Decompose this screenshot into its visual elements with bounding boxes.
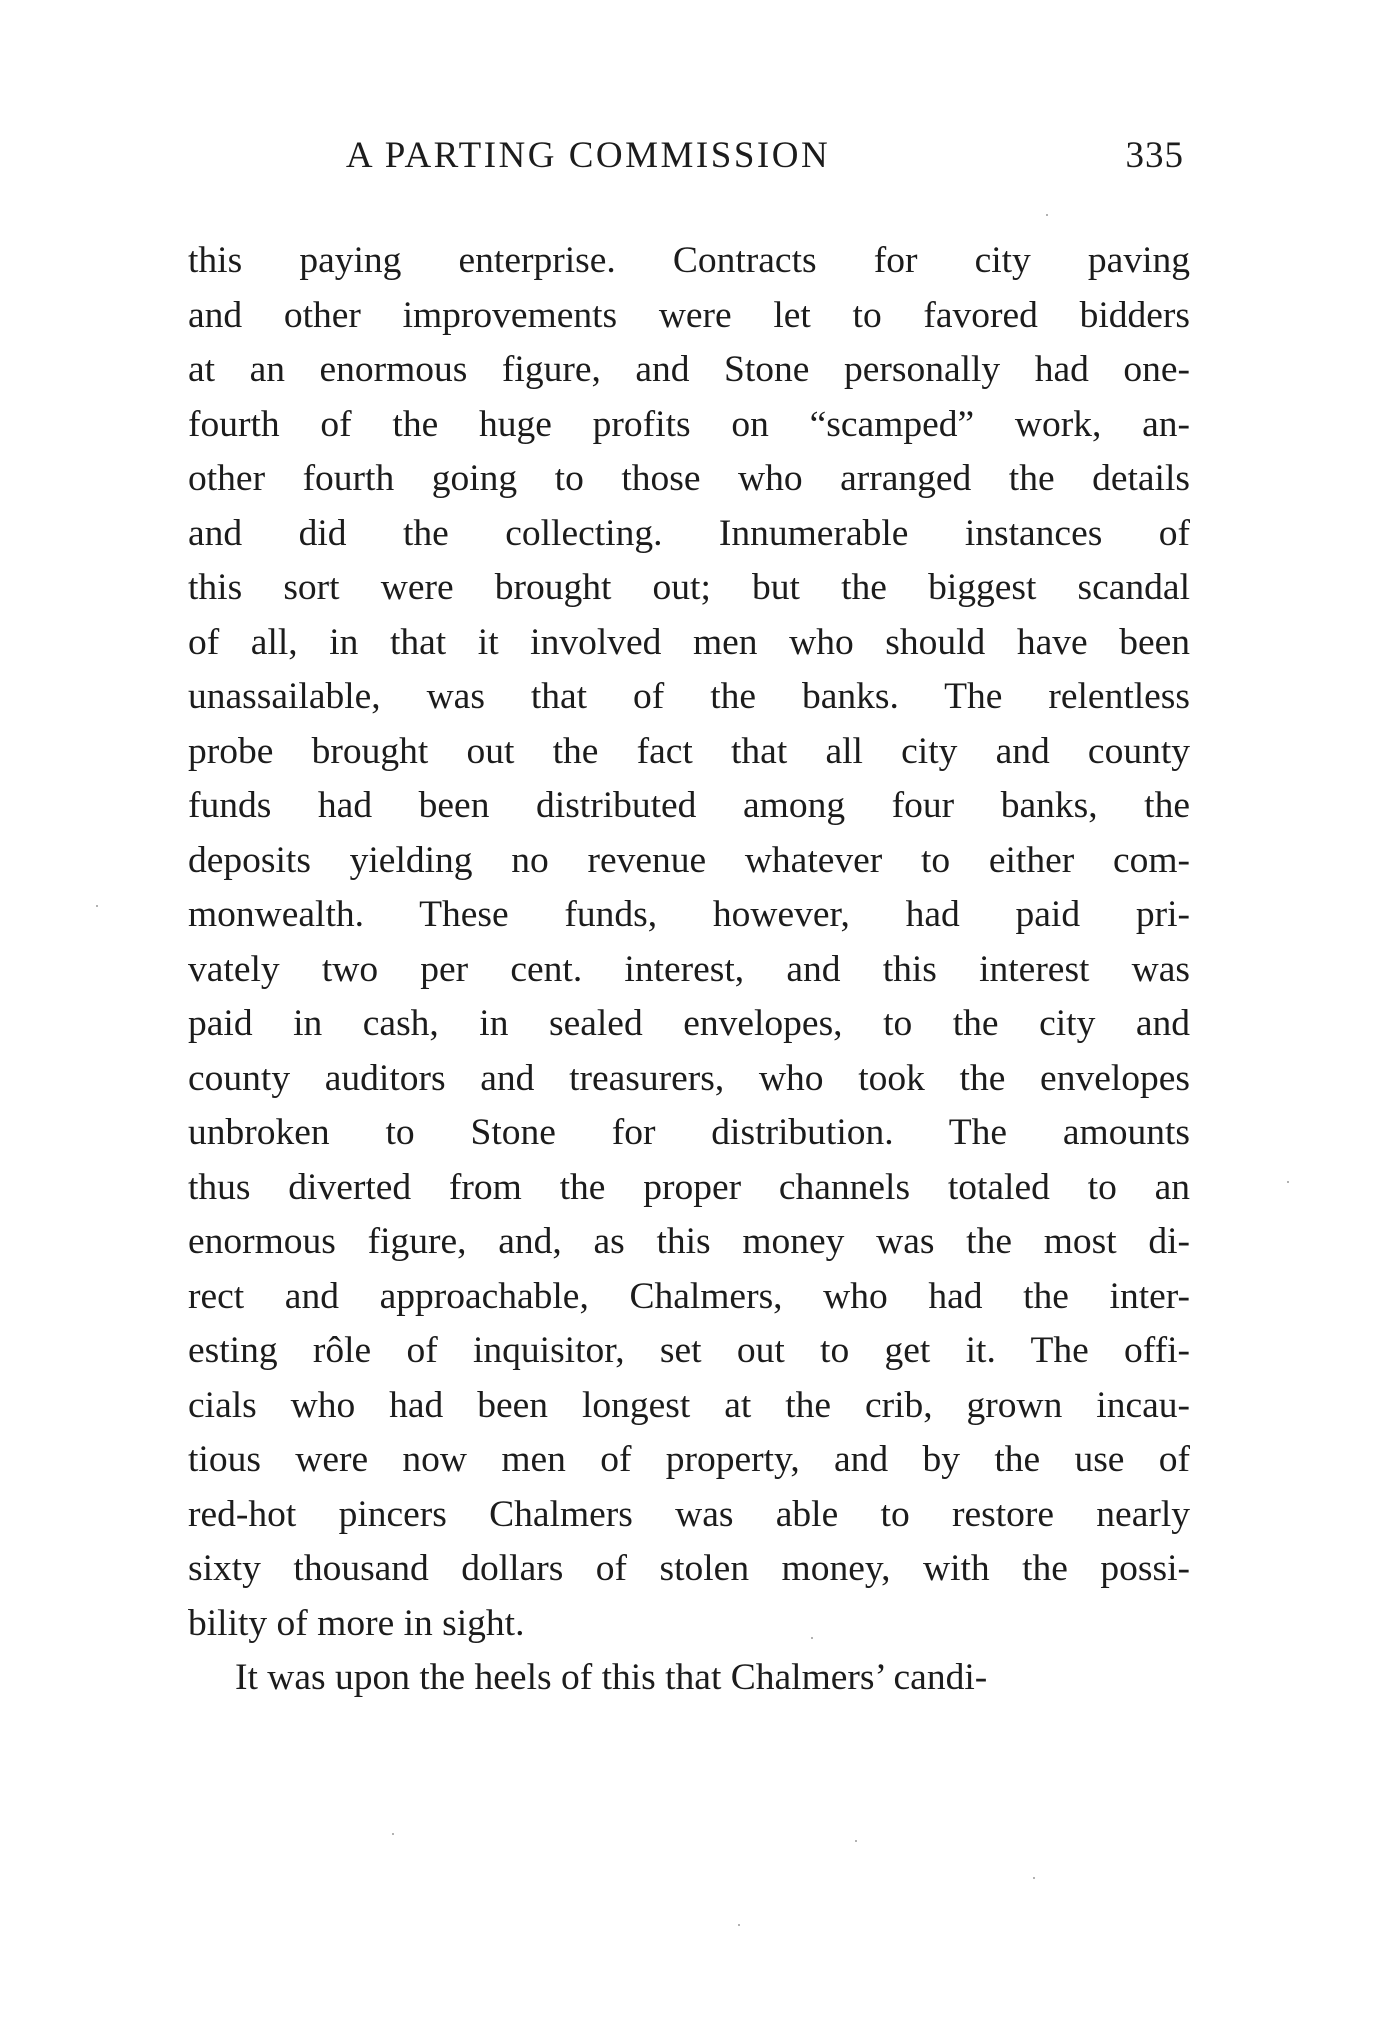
text-line: paid in cash, in sealed envelopes, to the city and — [188, 1003, 1190, 1044]
text-line: at an enormous figure, and Stone personally had one- — [188, 349, 1190, 390]
text-line: vately two per cent. interest, and this interest was — [188, 948, 1190, 990]
text-line: deposits yielding no revenue whatever to either com- — [188, 839, 1190, 881]
page-number: 335 — [1125, 135, 1184, 176]
scan-speck — [855, 1840, 857, 1842]
text-line: of all, in that it involved men who should have been — [188, 621, 1190, 663]
scan-speck — [96, 905, 98, 907]
scan-speck — [1046, 214, 1048, 216]
text-line: red-hot pincers Chalmers was able to restore nearly — [188, 1493, 1190, 1535]
paragraph-start-line: It was upon the heels of this that Chalmers’ candi- — [235, 1657, 988, 1698]
running-title: A PARTING COMMISSION — [345, 135, 831, 176]
scan-speck — [1287, 1181, 1289, 1183]
text-line: county auditors and treasurers, who took the envelopes — [188, 1057, 1190, 1099]
scan-speck — [811, 1637, 813, 1639]
text-line: probe brought out the fact that all city and county — [188, 730, 1190, 772]
text-line: this sort were brought out; but the biggest scandal — [188, 567, 1190, 608]
text-line: unbroken to Stone for distribution. The amounts — [188, 1112, 1190, 1153]
text-line: sixty thousand dollars of stolen money, with the possi- — [188, 1548, 1190, 1589]
text-line: and did the collecting. Innumerable instances of — [188, 512, 1190, 554]
scan-speck — [392, 1833, 394, 1835]
text-line: fourth of the huge profits on “scamped” work, an- — [188, 403, 1190, 445]
text-line: enormous figure, and, as this money was the most di- — [188, 1221, 1190, 1262]
paragraph-end-line: bility of more in sight. — [188, 1602, 525, 1644]
running-head — [188, 131, 1190, 181]
text-line: unassailable, was that of the banks. The relentless — [188, 676, 1190, 717]
text-line: this paying enterprise. Contracts for city paving — [188, 240, 1190, 281]
scan-speck — [738, 1924, 740, 1926]
text-line: funds had been distributed among four banks, the — [188, 785, 1190, 826]
text-line: esting rôle of inquisitor, set out to get it. The offi- — [188, 1330, 1190, 1371]
body-text — [188, 234, 1190, 1706]
text-line: rect and approachable, Chalmers, who had the inter- — [188, 1275, 1190, 1317]
text-line: and other improvements were let to favored bidders — [188, 294, 1190, 336]
text-line: thus diverted from the proper channels totaled to an — [188, 1166, 1190, 1208]
text-line: tious were now men of property, and by the use of — [188, 1439, 1190, 1480]
text-line: monwealth. These funds, however, had paid pri- — [188, 894, 1190, 935]
text-line: cials who had been longest at the crib, grown incau- — [188, 1384, 1190, 1426]
scan-speck — [1033, 1877, 1035, 1879]
text-line: other fourth going to those who arranged the details — [188, 458, 1190, 499]
